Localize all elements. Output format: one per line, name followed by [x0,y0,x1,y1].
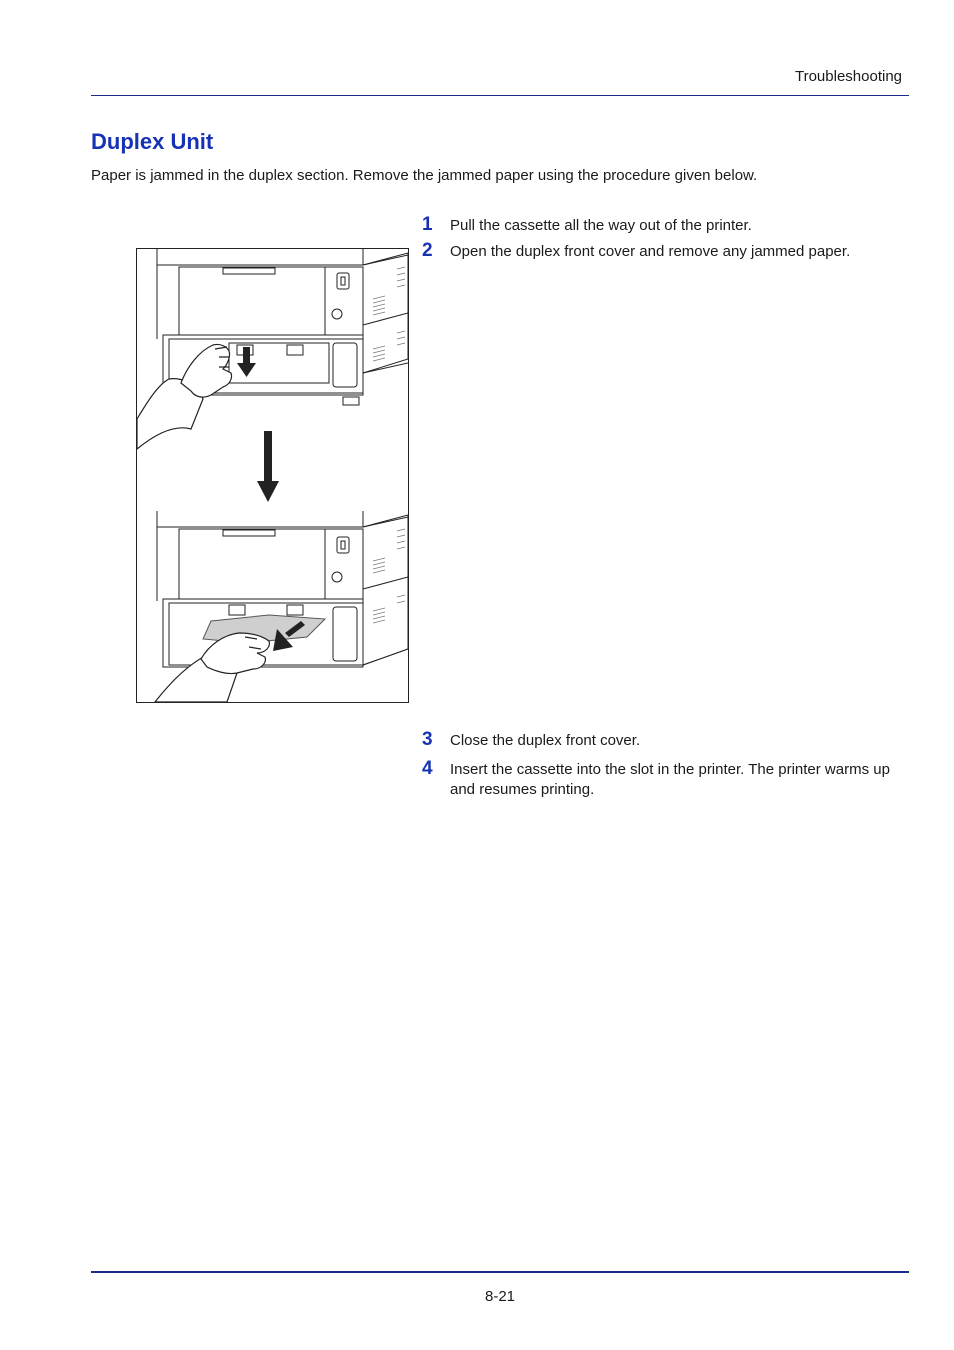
step-number: 2 [422,240,433,261]
page-number: 8-21 [484,1288,516,1305]
step-4 [422,760,912,799]
step-text: Pull the cassette all the way out of the printer. [450,217,752,234]
step-number: 4 [422,758,433,779]
step-2 [422,242,912,262]
intro-paragraph: Paper is jammed in the duplex section. Remove the jammed paper using the procedure given below. [91,167,758,184]
section-title: Duplex Unit [91,129,214,154]
step-text: Open the duplex front cover and remove any jammed paper. [450,243,851,260]
printer-illustration [137,249,408,702]
step-1 [422,216,912,236]
step-number: 1 [422,214,433,235]
arrow-down-large-icon [257,431,279,502]
step-3 [422,731,912,751]
duplex-jam-illustration [136,248,409,703]
step-text: Close the duplex front cover. [450,732,641,749]
header-rule [91,95,909,96]
step-number: 3 [422,729,433,750]
step-text: Insert the cassette into the slot in the printer. The printer warms up and resumes printing. [450,761,890,798]
header-section-title: Troubleshooting [794,68,902,85]
footer-rule [91,1271,909,1273]
hand-top-icon [137,344,232,449]
